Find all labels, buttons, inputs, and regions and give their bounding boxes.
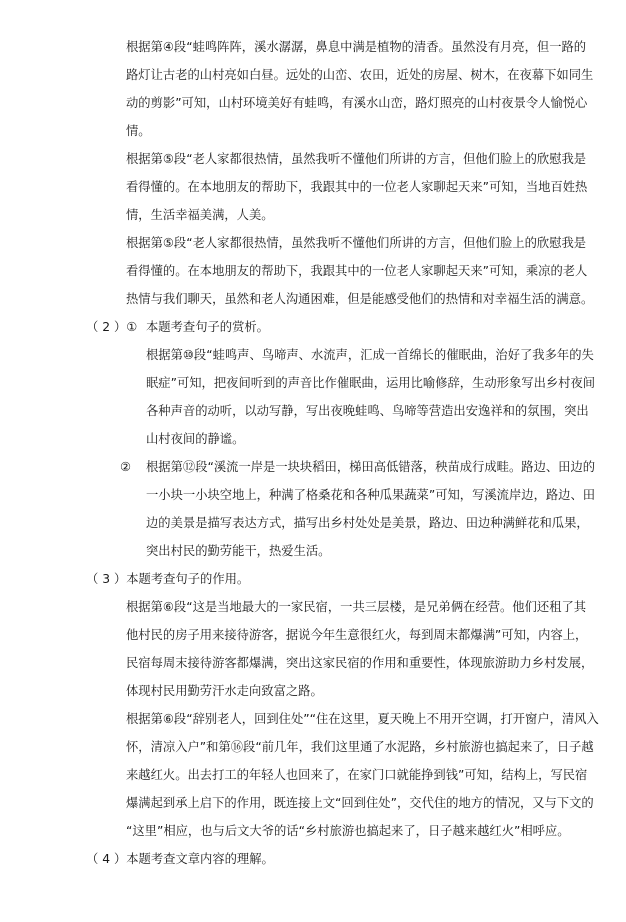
text-line: 一小块一小块空地上，种满了格桑花和各种瓜果蔬菜”可知，写溪流岸边，路边、田 [146,488,596,502]
question-heading: 本题考查句子的赏析。 [146,320,269,334]
text-line: 看得懂的。在本地朋友的帮助下，我跟其中的一位老人家聊起天来”可知，乘凉的老人 [126,264,588,278]
text-line: 根据第⑩段“蛙鸣声、鸟啼声、水流声，汇成一首绵长的催眠曲，治好了我多年的失 [146,348,594,362]
text-line: 边的美景是描写表达方式，描写出乡村处处是美景，路边、田边种满鲜花和瓜果， [146,516,589,530]
text-line: 他村民的房子用来接待游客，据说今年生意很红火，每到周末都爆满”可知，内容上， [126,628,588,642]
text-line: 根据第⑫段“溪流一岸是一块块稻田，梯田高低错落，秧苗成行成畦。路边、田边的 [146,460,596,474]
text-line: 来越红火。出去打工的年轻人也回来了，在家门口就能挣到钱”可知，结构上，写民宿 [126,768,588,782]
text-line: 爆满起到承上启下的作用，既连接上文“回到住处”，交代住的地方的情况，又与下文的 [126,796,594,810]
question-heading: （ 3 ）本题考查句子的作用。 [86,572,250,586]
text-line: 各种声音的动听，以动写静，写出夜晚蛙鸣、鸟啼等营造出安逸祥和的氛围，突出 [146,404,589,418]
question-heading: （ 4 ）本题考查文章内容的理解。 [86,852,274,866]
text-line: 突出村民的勤劳能干，热爱生活。 [146,544,331,558]
item-marker: ② [120,460,132,474]
text-line: 根据第⑥段“这是当地最大的一家民宿，一共三层楼，是兄弟俩在经营。他们还租了其 [126,600,587,614]
text-line: 根据第⑤段“老人家都很热情，虽然我听不懂他们所讲的方言，但他们脸上的欣慰我是 [126,152,587,166]
text-line: “这里”相应，也与后文大爷的话“乡村旅游也搞起来了，日子越来越红火”相呼应。 [126,824,570,838]
text-line: 山村夜间的静谧。 [146,432,245,446]
text-line: 情，生活幸福美满，人美。 [126,208,274,222]
text-line: 体现村民用勤劳汗水走向致富之路。 [126,684,323,698]
text-line: 眠症”可知，把夜间听到的声音比作催眠曲，运用比喻修辞，生动形象写出乡村夜间 [146,376,596,390]
question-number: （ 2 ）① [86,320,138,334]
text-line: 根据第④段“蛙鸣阵阵，溪水潺潺，鼻息中满是植物的清香。虽然没有月亮，但一路的 [126,40,587,54]
text-line: 热情与我们聊天，虽然和老人沟通困难，但是能感受他们的热情和对幸福生活的满意。 [126,292,594,306]
text-line: 路灯让古老的山村亮如白昼。远处的山峦、农田，近处的房屋、树木，在夜幕下如同生 [126,68,594,82]
text-line: 看得懂的。在本地朋友的帮助下，我跟其中的一位老人家聊起天来”可知，当地百姓热 [126,180,588,194]
text-line: 怀，清凉入户”和第⑯段“前几年，我们这里通了水泥路，乡村旅游也搞起来了，日子越 [126,740,594,754]
text-line: 根据第⑥段“辞别老人，回到住处”“住在这里，夏天晚上不用开空调，打开窗户，清风入 [126,712,599,726]
text-line: 民宿每周末接待游客都爆满，突出这家民宿的作用和重要性，体现旅游助力乡村发展， [126,656,594,670]
text-line: 情。 [126,124,151,138]
text-line: 根据第⑤段“老人家都很热情，虽然我听不懂他们所讲的方言，但他们脸上的欣慰我是 [126,236,587,250]
text-line: 动的剪影”可知，山村环境美好有蛙鸣，有溪水山峦，路灯照亮的山村夜景令人愉悦心 [126,96,588,110]
